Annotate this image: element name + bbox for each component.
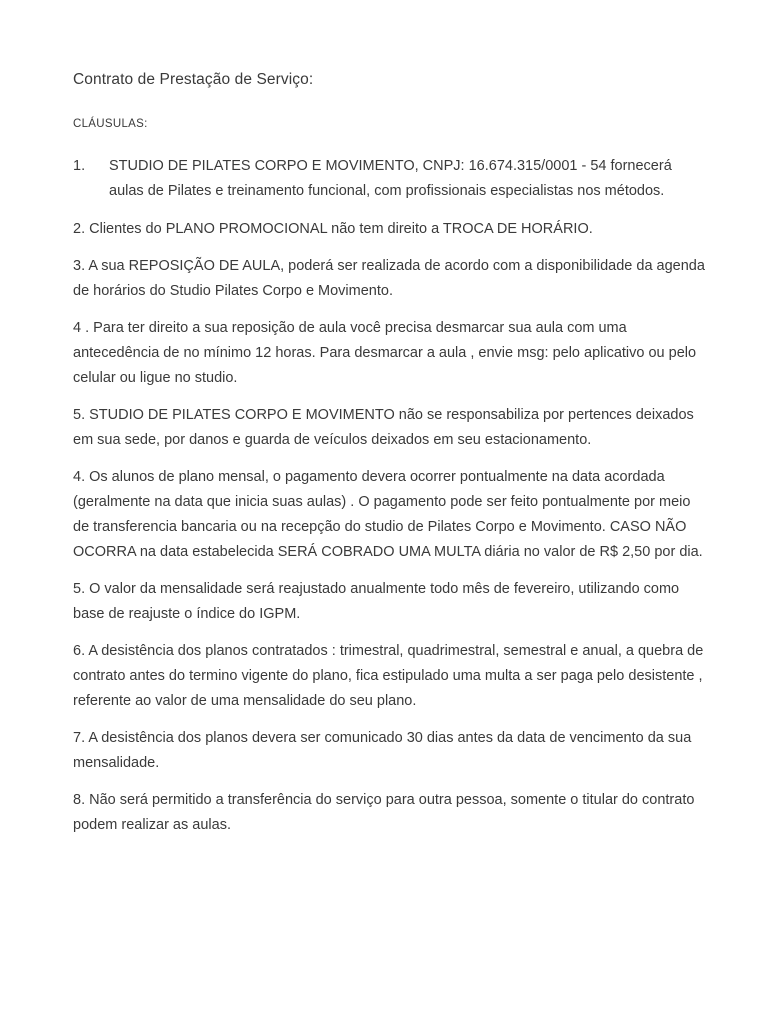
clause-1 — [73, 154, 708, 204]
clause-list — [73, 154, 708, 838]
clause-4: 4 . Para ter direito a sua reposição de aula você precisa desmarcar sua aula com uma antecedência de no mínimo 12 horas. Para desmarcar a aula , envie msg: pelo aplicativo ou pelo celular ou ligue no studio. — [73, 320, 697, 386]
clause-number: 1. — [73, 158, 86, 174]
clause-8: 6. A desistência dos planos contratados : trimestral, quadrimestral, semestral e anual, a quebra de contrato antes do termino vigente do plano, fica estipulado uma multa a ser paga pelo desistente , referente ao valor de uma mensalidade do seu plano. — [73, 643, 704, 709]
clause-10: 8. Não será permitido a transferência do serviço para outra pessoa, somente o titular do contrato podem realizar as aulas. — [73, 792, 695, 833]
clause-3: 3. A sua REPOSIÇÃO DE AULA, poderá ser realizada de acordo com a disponibilidade da agenda de horários do Studio Pilates Corpo e Movimento. — [73, 258, 705, 299]
clause-9: 7. A desistência dos planos devera ser comunicado 30 dias antes da data de vencimento da sua mensalidade. — [73, 730, 692, 771]
document-title: Contrato de Prestação de Serviço: — [73, 71, 314, 88]
clause-text: STUDIO DE PILATES CORPO E MOVIMENTO, CNPJ: 16.674.315/0001 - 54 fornecerá aulas de Pilates e treinamento funcional, com profissionais especialistas nos métodos. — [109, 158, 672, 199]
clause-5: 5. STUDIO DE PILATES CORPO E MOVIMENTO não se responsabiliza por pertences deixados em sua sede, por danos e guarda de veículos deixados em seu estacionamento. — [73, 407, 694, 448]
section-label: CLÁUSULAS: — [73, 118, 148, 130]
clause-2: 2. Clientes do PLANO PROMOCIONAL não tem direito a TROCA DE HORÁRIO. — [73, 221, 593, 237]
clause-6: 4. Os alunos de plano mensal, o pagamento devera ocorrer pontualmente na data acordada (geralmente na data que inicia suas aulas) . O pagamento pode ser feito pontualmente por meio de transferencia bancaria ou na recepção do studio de Pilates Corpo e Movimento. CASO NÃO OCORRA na data estabelecida SERÁ COBRADO UMA MULTA diária no valor de R$ 2,50 por dia. — [73, 469, 703, 560]
clause-7: 5. O valor da mensalidade será reajustado anualmente todo mês de fevereiro, utilizando como base de reajuste o índice do IGPM. — [73, 581, 680, 622]
